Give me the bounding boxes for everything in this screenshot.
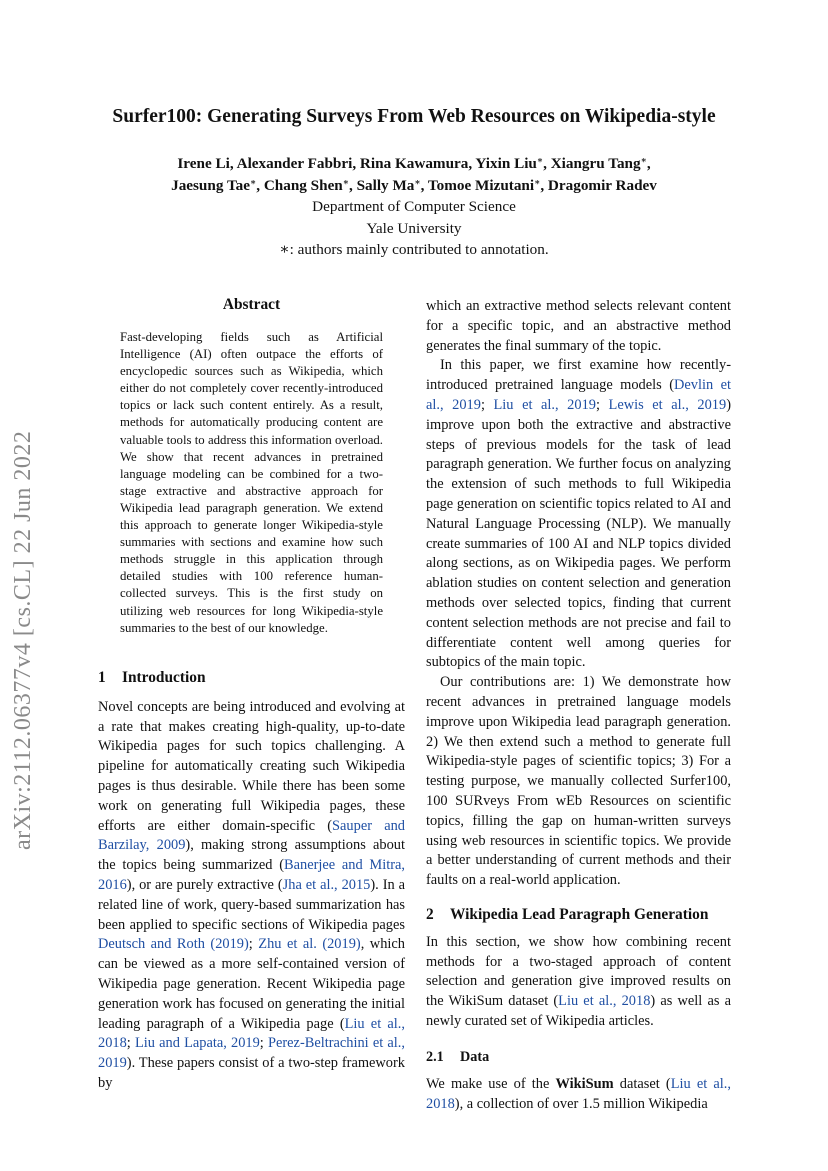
section-2-1-number: 2.1 [426,1048,444,1065]
author-block [0,153,828,261]
citation-link[interactable]: Liu et al., 2018 [98,1015,405,1052]
dataset-name: WikiSum [555,1076,614,1093]
citation-link[interactable]: Lewis et al., 2019 [608,396,727,413]
section-2-number: 2 [426,905,434,923]
intro-paragraph-1: Novel concepts are being introduced and evolving at a rate that makes creating high-quality, up-to-date Wikipedia pages for such topics challenging. A pipeline for automatically creating such Wikipedia pages is thus desirable. While there has been some work on generating full Wikipedia pages, these efforts are either domain-specific (Sauper and Barzilay, 2009), making strong assumptions about the topics being summarized (Banerjee and Mitra, 2016), or are purely extractive (Jha et al., 2015). In a related line of work, query-based summarization has been applied to specific sections of Wikipedia pages Deutsch and Roth (2019); Zhu et al. (2019), which can be viewed as a more self-contained version of Wikipedia page generation. Recent Wikipedia page generation work has focused on generating the initial leading paragraph of a Wikipedia page (Liu et al., 2018; Liu and Lapata, 2019; Perez-Beltrachini et al., 2019). These papers consist of a two-step framework by [98,698,405,1091]
citation-link[interactable]: Deutsch and Roth (2019) [98,936,249,953]
abstract-text: Fast-developing fields such as Artificial Intelligence (AI) often outpace the efforts of encyclopedic sources such as Wikipedia, which either do not completely cover recently-introduced topics or lack such content entirely. As a result, methods for automatically producing content are valuable tools to address this information overload. We show that recent advances in pretrained language modeling can be combined for a two-stage extractive and abstractive approach for Wikipedia lead paragraph generation. We extend this approach to generate longer Wikipedia-style summaries with sections and examine how such methods struggle in this application through detailed studies with 100 reference human-collected surveys. This is the first study on utilizing web resources for long Wikipedia-style summaries to the best of our knowledge. [120,330,383,635]
intro-number: 1 [98,669,106,686]
intro-paragraph-2: In this paper, we first examine how recently-introduced pretrained language models (Devlin et al., 2019; Liu et al., 2019; Lewis et al., 2019) improve upon both the extractive and abstractive steps of previous models for the task of lead paragraph generation. We further focus on analyzing the extension of such methods to full Wikipedia page generation on scientific topics related to AI and Natural Language Processing (NLP). We manually create summaries of 100 AI and NLP topics divided along sections, as on Wikipedia pages. We perform ablation studies on content selection and generation methods over selected topics, finding that current content selection methods are not precise and fail to differentiate content well among queries for subtopics of the main topic. [426,357,732,671]
abstract-heading: Abstract [222,296,281,313]
citation-link[interactable]: Liu et al., 2018 [558,993,651,1010]
author-note: ∗: authors mainly contributed to annotation. [279,241,549,258]
intro-title: Introduction [122,669,206,686]
section-2-1-title: Data [460,1048,490,1065]
paper-title: Surfer100: Generating Surveys From Web Resources on Wikipedia-style [112,106,716,127]
citation-link[interactable]: Banerjee and Mitra, 2016 [98,857,405,893]
citation-link[interactable]: Zhu et al. (2019) [258,936,361,953]
author-names-line-1: Irene Li, Alexander Fabbri, Rina Kawamura, Yixin Liu∗, Xiangru Tang∗, [177,155,651,172]
citation-link[interactable]: Liu et al., 2018 [426,1076,731,1113]
section-2-paragraph: In this section, we show how combining recent methods for a two-staged approach of content selection and generation give improved results on the WikiSum dataset (Liu et al., 2018) as well as a newly curated set of Wikipedia articles. [426,933,731,1029]
citation-link[interactable]: Sauper and Barzilay, 2009 [98,817,405,854]
section-2-heading [426,905,731,925]
author-names-line-2: Jaesung Tae∗, Chang Shen∗, Sally Ma∗, Tomoe Mizutani∗, Dragomir Radev [171,176,657,194]
intro-heading [98,668,405,688]
citation-link[interactable]: Devlin et al., 2019 [426,377,732,413]
citation-link[interactable]: Liu and Lapata, 2019 [134,1035,260,1052]
department: Department of Computer Science [312,198,516,215]
intro-paragraph-3: Our contributions are: 1) We demonstrate how recent advances in pretrained language models improve upon Wikipedia lead paragraph generation. 2) We then extend such a method to generate full Wikipedia-style pages of scientific topics; 3) For a testing purpose, we manually collected Surfer100, 100 SURveys From wEb Resources on scientific topics, filling the gap on human-written surveys using web resources in scientific topics. We provide a better understanding of current methods and their faults on a real-world application. [426,674,731,889]
university: Yale University [366,219,462,237]
citation-link[interactable]: Jha et al., 2015 [282,876,371,893]
intro-paragraph-1-continued: which an extractive method selects relevant content for a specific topic, and an abstractive method generates the final summary of the topic. [426,298,731,354]
section-2-1-heading [426,1048,731,1068]
intro-section [98,668,405,1094]
section-2-1-paragraph: We make use of the WikiSum dataset (Liu et al., 2018), a collection of over 1.5 million Wikipedia [426,1076,731,1113]
citation-link[interactable]: Liu et al., 2019 [493,396,596,413]
section-2-title: Wikipedia Lead Paragraph Generation [450,905,709,923]
arxiv-side-stamp: arXiv:2112.06377v4 [cs.CL] 22 Jun 2022 [10,430,36,850]
citation-link[interactable]: Perez-Beltrachini et al., 2019 [98,1035,405,1072]
right-column [426,297,731,1115]
